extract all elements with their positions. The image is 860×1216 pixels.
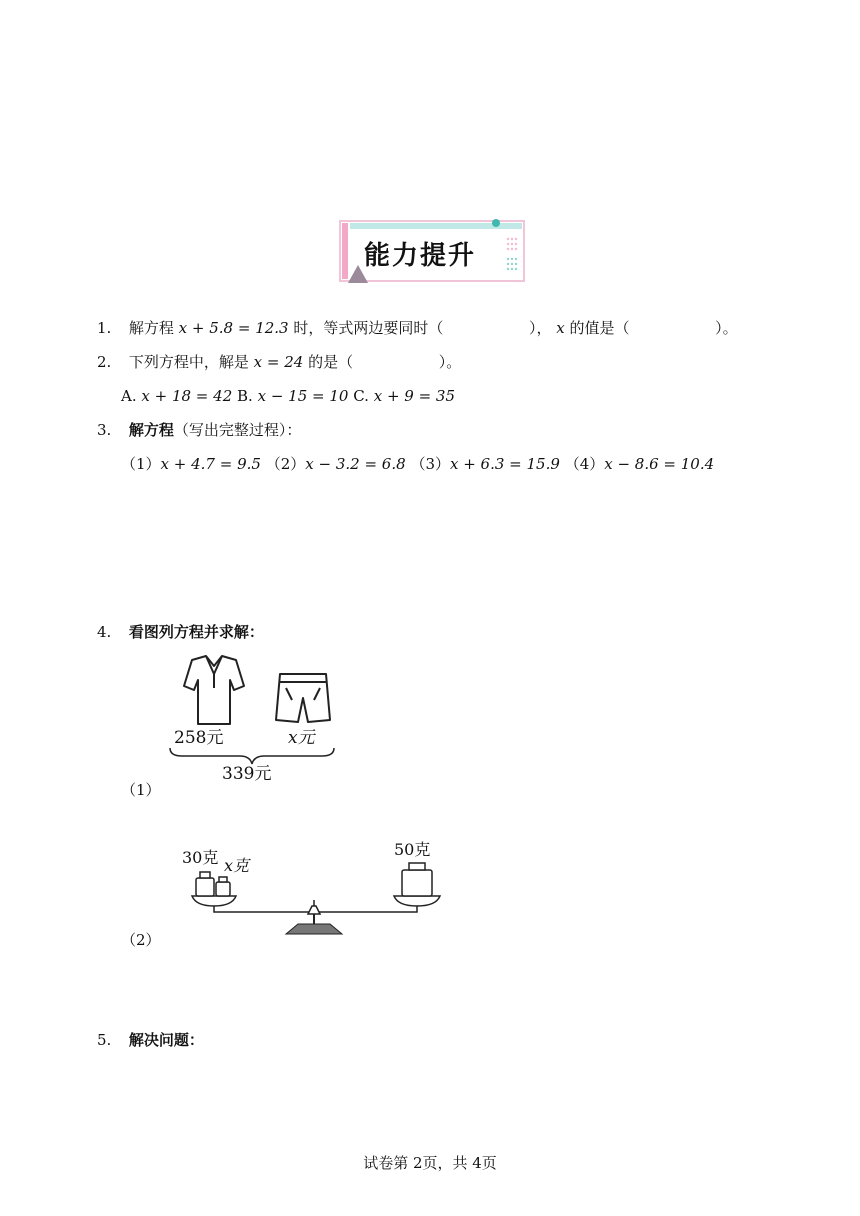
question-number: 2. [97,353,112,371]
shorts-icon [276,674,330,722]
q2-options [121,386,455,406]
question-number: 3. [97,421,112,439]
balance-figure [180,838,444,938]
question-1 [97,318,738,338]
equation: x = 24 [253,353,304,371]
question-note: （写出完整过程）： [173,421,302,439]
item-equation: x + 4.7 = 9.5 [160,455,261,473]
question-text: ）。 [438,353,462,371]
option-a[interactable] [121,387,232,405]
question-title: 解方程 [128,421,174,439]
weight-30g [196,878,214,896]
shorts-price: x元 [288,728,315,748]
balance-base [286,924,342,934]
item-label: （2） [265,455,306,473]
left-pan [192,896,236,906]
section-banner [336,217,528,285]
equation-item [565,455,714,473]
option-equation: x + 9 = 35 [373,387,456,405]
option-label: C. [353,387,369,405]
item-label: （1） [121,455,161,473]
question-title: 看图列方程并求解： [128,623,264,641]
total-price: 339元 [222,764,272,784]
question-text: 解方程 [128,319,174,337]
item-equation: x − 3.2 = 6.8 [305,455,406,473]
question-text: 的是（ [308,353,354,371]
left-weight-label: 30克 [182,848,219,867]
option-c[interactable] [353,387,455,405]
question-2 [97,352,461,372]
question-text: ）， [528,319,552,337]
unknown-weight-label: x克 [224,856,250,875]
weight-50g [402,870,432,896]
right-pan [394,896,440,906]
shirt-price: 258元 [174,728,224,748]
shirt-icon [184,656,244,724]
total-brace [170,748,334,764]
variable: x [556,319,565,337]
question-4 [97,622,264,642]
question-text: ）。 [715,319,738,337]
part-1-label: （1） [121,781,161,799]
equation-item [266,455,406,473]
question-number: 1. [97,319,112,337]
question-number: 5. [97,1031,112,1049]
item-equation: x − 8.6 = 10.4 [604,455,715,473]
question-number: 4. [97,623,112,641]
question-text: 下列方程中，解是 [128,353,249,371]
question-3 [97,420,301,440]
item-equation: x + 6.3 = 15.9 [449,455,560,473]
right-weight-label: 50克 [394,840,431,859]
page-footer: 试卷第 2页，共 4页 [363,1154,497,1172]
equation-item [410,455,559,473]
option-label: A. [121,387,137,405]
option-label: B. [237,387,253,405]
question-title: 解决问题： [128,1031,204,1049]
question-text: 时，等式两边要同时（ [293,319,444,337]
question-text: 的值是（ [569,319,630,337]
banner-title: 能力提升 [364,241,477,271]
equation: x + 5.8 = 12.3 [178,319,289,337]
equation-item [121,455,261,473]
option-equation: x − 15 = 10 [257,387,349,405]
item-label: （4） [564,455,605,473]
clothes-figure [162,652,342,792]
weight-x [216,882,230,896]
question-5 [97,1030,204,1050]
part-2-label: （2） [121,931,161,949]
item-label: （3） [410,455,450,473]
option-equation: x + 18 = 42 [141,387,233,405]
q3-equations [121,454,714,474]
option-b[interactable] [237,387,348,405]
